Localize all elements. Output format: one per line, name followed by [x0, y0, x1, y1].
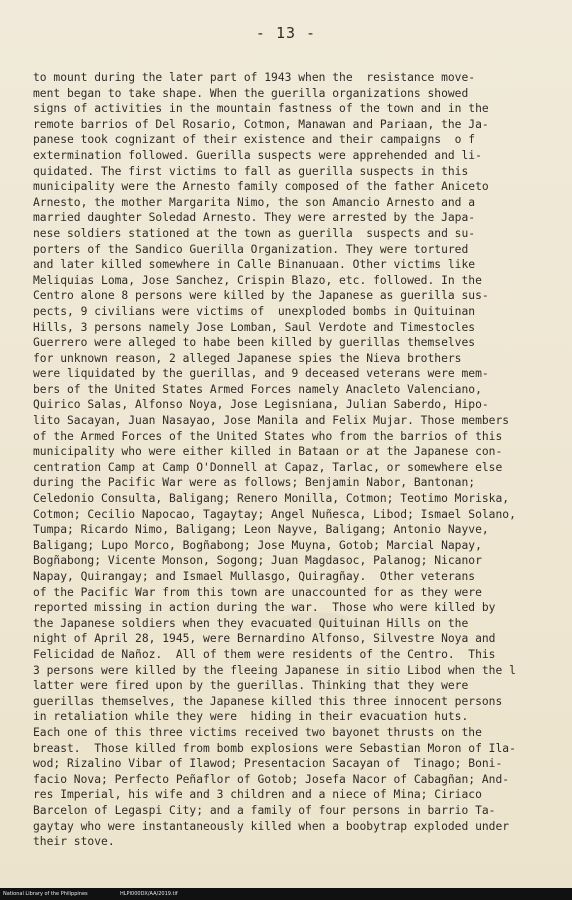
- text-line: Baligang; Lupo Morco, Bogñabong; Jose Muyna, Gotob; Marcial Napay,: [33, 538, 482, 552]
- text-line: Napay, Quirangay; and Ismael Mullasgo, Quiragñay. Other veterans: [33, 570, 476, 583]
- text-line: porters of the Sandico Guerilla Organization. They were tortured: [33, 242, 469, 256]
- text-line: Centro alone 8 persons were killed by the Japanese as guerilla sus-: [33, 289, 489, 303]
- page-number: - 13 -: [255, 24, 317, 42]
- text-line: nese soldiers stationed at the town as guerilla suspects and su-: [33, 226, 476, 240]
- text-line: of the Pacific War from this town are unaccounted for as they were: [33, 585, 482, 599]
- text-line: Barcelon of Legaspi City; and a family of four persons in barrio Ta-: [33, 803, 496, 817]
- text-line: Meliquias Loma, Jose Sanchez, Crispin Blazo, etc. followed. In the: [33, 273, 482, 287]
- text-line: during the Pacific War were as follows; Benjamin Nabor, Bantonan;: [33, 476, 476, 490]
- text-line: for unknown reason, 2 alleged Japanese spies the Nieva brothers: [33, 351, 462, 365]
- text-line: lito Sacayan, Juan Nasayao, Jose Manila and Felix Mujar. Those members: [33, 414, 510, 428]
- text-line: of the Armed Forces of the United States who from the barrios of this: [33, 429, 503, 443]
- text-line: pects, 9 civilians were victims of unexploded bombs in Quituinan: [33, 304, 476, 318]
- text-line: Felicidad de Nañoz. All of them were residents of the Centro. This: [33, 647, 496, 661]
- text-line: Cotmon; Cecilio Napocao, Tagaytay; Angel Nuñesca, Libod; Ismael Solano,: [33, 507, 516, 521]
- text-line: municipality who were either killed in Bataan or at the Japanese con-: [33, 445, 503, 459]
- text-line: res Imperial, his wife and 3 children and a niece of Mina; Ciriaco: [33, 788, 482, 802]
- text-line: their stove.: [33, 835, 115, 849]
- text-line: latter were fired upon by the guerillas. Thinking that they were: [33, 679, 469, 693]
- text-line: Tumpa; Ricardo Nimo, Baligang; Leon Nayve, Baligang; Antonio Nayve,: [33, 523, 489, 537]
- text-line: 3 persons were killed by the fleeing Japanese in sitio Libod when the l: [33, 663, 516, 677]
- text-line: were liquidated by the guerillas, and 9 deceased veterans were mem-: [33, 367, 489, 381]
- text-line: quidated. The first victims to fall as guerilla suspects in this: [33, 164, 469, 178]
- text-line: Quirico Salas, Alfonso Noya, Jose Legisniana, Julian Saberdo, Hipo-: [33, 398, 489, 412]
- file-identifier: HLPI000DX/AA/2019.tif: [120, 891, 178, 897]
- text-line: Guerrero were alleged to habe been killed by guerillas themselves: [33, 336, 476, 350]
- text-line: in retaliation while they were hiding in their evacuation huts.: [33, 710, 469, 724]
- text-line: ment began to take shape. When the guerilla organizations showed: [33, 86, 469, 100]
- archive-footer-bar: [0, 888, 572, 900]
- text-line: Bogñabong; Vicente Monson, Sogong; Juan Magdasoc, Palanog; Nicanor: [33, 554, 482, 568]
- text-line: wod; Rizalino Vibar of Ilawod; Presentacion Sacayan of Tinago; Boni-: [33, 757, 503, 771]
- text-line: centration Camp at Camp O'Donnell at Capaz, Tarlac, or somewhere else: [33, 460, 503, 474]
- text-line: breast. Those killed from bomb explosions were Sebastian Moron of Ila-: [33, 741, 516, 755]
- text-line: facio Nova; Perfecto Peñaflor of Gotob; Josefa Nacor of Cabagñan; And-: [33, 772, 510, 786]
- text-line: gaytay who were instantaneously killed when a boobytrap exploded under: [33, 819, 510, 833]
- text-line: night of April 28, 1945, were Bernardino Alfonso, Silvestre Noya and: [33, 632, 496, 646]
- library-credit: National Library of the Philippines: [3, 891, 88, 897]
- text-line: and later killed somewhere in Calle Binanuaan. Other victims like: [33, 258, 476, 272]
- text-line: municipality were the Arnesto family composed of the father Aniceto: [33, 180, 489, 194]
- text-line: married daughter Soledad Arnesto. They were arrested by the Japa-: [33, 211, 476, 225]
- text-line: panese took cognizant of their existence and their campaigns o f: [33, 133, 476, 147]
- text-line: Arnesto, the mother Margarita Nimo, the son Amancio Arnesto and a: [33, 195, 476, 209]
- text-line: reported missing in action during the war. Those who were killed by: [33, 601, 496, 615]
- text-line: extermination followed. Guerilla suspects were apprehended and li-: [33, 148, 482, 162]
- text-line: Hills, 3 persons namely Jose Lomban, Saul Verdote and Timestocles: [33, 320, 476, 334]
- text-line: the Japanese soldiers when they evacuated Quituinan Hills on the: [33, 616, 469, 630]
- typed-text-body: [33, 70, 565, 850]
- text-line: remote barrios of Del Rosario, Cotmon, Manawan and Pariaan, the Ja-: [33, 117, 489, 131]
- text-line: Celedonio Consulta, Baligang; Renero Monilla, Cotmon; Teotimo Moriska,: [33, 492, 510, 506]
- text-line: bers of the United States Armed Forces namely Anacleto Valenciano,: [33, 382, 482, 396]
- text-line: signs of activities in the mountain fastness of the town and in the: [33, 102, 489, 116]
- text-line: Each one of this three victims received two bayonet thrusts on the: [33, 725, 482, 739]
- text-line: guerillas themselves, the Japanese killed this three innocent persons: [33, 694, 503, 708]
- text-line: to mount during the later part of 1943 when the resistance move-: [33, 71, 476, 84]
